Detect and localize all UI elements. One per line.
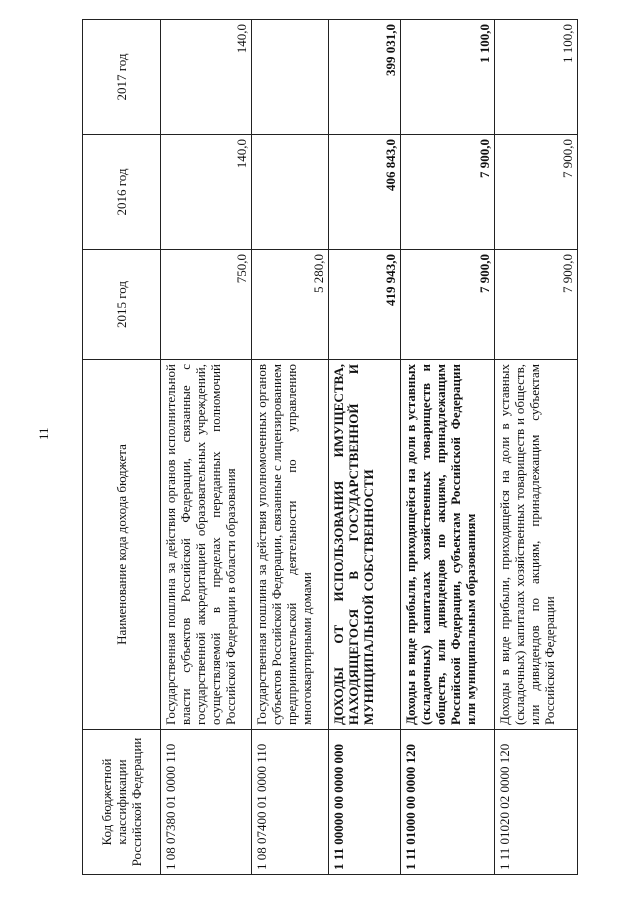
header-name: Наименование кода дохода бюджета	[83, 360, 161, 730]
cell-2016: 140,0	[161, 135, 252, 250]
cell-2017: 399 031,0	[329, 20, 401, 135]
header-code: Код бюджетной классификации Российской Федерации	[83, 730, 161, 875]
page-number: 11	[36, 427, 51, 440]
cell-2015: 419 943,0	[329, 250, 401, 360]
cell-name: Доходы в виде прибыли, приходящейся на доли в уставных (складочных) капиталах хозяйственных товариществ и обществ, или дивидендов по акциям, принадлежащим Российской Федерации, субъектам Российской Федерации или муниципальным образованиям	[401, 360, 495, 730]
table-row	[252, 20, 329, 875]
table-row	[495, 20, 578, 875]
cell-2015: 750,0	[161, 250, 252, 360]
cell-2016: 7 900,0	[401, 135, 495, 250]
cell-2015: 7 900,0	[401, 250, 495, 360]
cell-name: Государственная пошлина за действия уполномоченных органов субъектов Российской Федерации, связанные с лицензированием предпринимательской деятельности по управлению многоквартирными домами	[252, 360, 329, 730]
cell-2016: 7 900,0	[495, 135, 578, 250]
cell-code: 1 08 07400 01 0000 110	[252, 730, 329, 875]
cell-code: 1 11 01000 00 0000 120	[401, 730, 495, 875]
cell-name: ДОХОДЫ ОТ ИСПОЛЬЗОВАНИЯ ИМУЩЕСТВА, НАХОДЯЩЕГОСЯ В ГОСУДАРСТВЕННОЙ И МУНИЦИПАЛЬНОЙ СОБСТВЕННОСТИ	[329, 360, 401, 730]
cell-2017: 140,0	[161, 20, 252, 135]
cell-code: 1 11 00000 00 0000 000	[329, 730, 401, 875]
cell-2015: 5 280,0	[252, 250, 329, 360]
cell-2015: 7 900,0	[495, 250, 578, 360]
cell-code: 1 08 07380 01 0000 110	[161, 730, 252, 875]
cell-code: 1 11 01020 02 0000 120	[495, 730, 578, 875]
budget-table-container	[82, 20, 577, 875]
header-2015: 2015 год	[83, 250, 161, 360]
table-row	[329, 20, 401, 875]
cell-2017: 1 100,0	[401, 20, 495, 135]
cell-name: Государственная пошлина за действия органов исполнительной власти субъектов Российской Федерации, связанные с государственной аккредитацией образовательных учреждений, осуществляемой в пределах переданных полномочий Российской Федерации в области образования	[161, 360, 252, 730]
cell-2017: 1 100,0	[495, 20, 578, 135]
cell-2016	[252, 135, 329, 250]
header-2017: 2017 год	[83, 20, 161, 135]
cell-2017	[252, 20, 329, 135]
table-header-row	[83, 20, 161, 875]
table-row	[161, 20, 252, 875]
cell-2016: 406 843,0	[329, 135, 401, 250]
table-row	[401, 20, 495, 875]
header-2016: 2016 год	[83, 135, 161, 250]
budget-revenue-table	[82, 19, 578, 875]
cell-name: Доходы в виде прибыли, приходящейся на доли в уставных (складочных) капиталах хозяйственных товариществ и обществ, или дивидендов по акциям, принадлежащим субъектам Российской Федерации	[495, 360, 578, 730]
